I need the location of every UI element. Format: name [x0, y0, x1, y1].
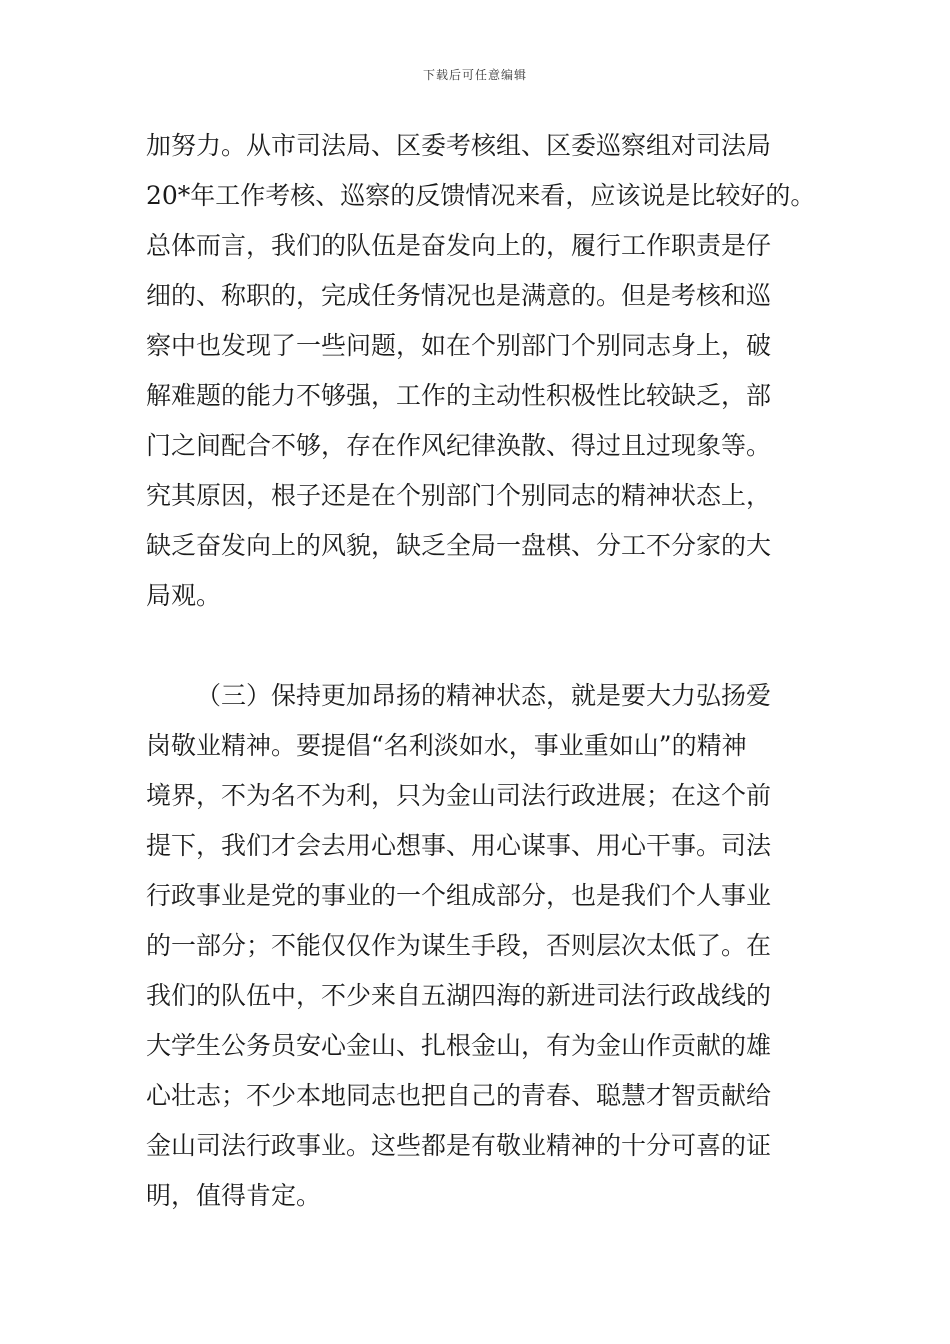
paragraph-line: 20*年工作考核、巡察的反馈情况来看，应该说是比较好的。 — [146, 181, 816, 210]
paragraph-line: 加努力。从市司法局、区委考核组、区委巡察组对司法局 — [146, 131, 772, 160]
paragraph-line: 我们的队伍中，不少来自五湖四海的新进司法行政战线的 — [146, 981, 772, 1010]
paragraph-line: （三）保持更加昂扬的精神状态，就是要大力弘扬爱 — [196, 681, 772, 710]
paragraph-line: 细的、称职的，完成任务情况也是满意的。但是考核和巡 — [146, 281, 772, 310]
paragraph-line: 解难题的能力不够强，工作的主动性积极性比较缺乏，部 — [146, 381, 772, 410]
paragraph-line: 察中也发现了一些问题，如在个别部门个别同志身上，破 — [146, 331, 772, 360]
paragraph-line: 提下，我们才会去用心想事、用心谋事、用心干事。司法 — [146, 831, 772, 860]
paragraph-line: 大学生公务员安心金山、扎根金山，有为金山作贡献的雄 — [146, 1031, 772, 1060]
paragraph-line: 缺乏奋发向上的风貌，缺乏全局一盘棋、分工不分家的大 — [146, 531, 772, 560]
paragraph-line: 局观。 — [146, 581, 222, 610]
paragraph-line: 的一部分；不能仅仅作为谋生手段，否则层次太低了。在 — [146, 931, 772, 960]
page-header-note: 下载后可任意编辑 — [422, 68, 527, 82]
paragraph-line: 行政事业是党的事业的一个组成部分，也是我们个人事业 — [146, 881, 772, 910]
paragraph-line: 境界，不为名不为利，只为金山司法行政进展；在这个前 — [146, 781, 772, 810]
paragraph-line: 总体而言，我们的队伍是奋发向上的，履行工作职责是仔 — [146, 231, 772, 260]
paragraph-line: 金山司法行政事业。这些都是有敬业精神的十分可喜的证 — [146, 1131, 772, 1160]
paragraph-line: 门之间配合不够，存在作风纪律涣散、得过且过现象等。 — [146, 431, 772, 460]
paragraph-line: 明，值得肯定。 — [146, 1181, 322, 1210]
paragraph-line: 究其原因，根子还是在个别部门个别同志的精神状态上， — [146, 481, 772, 510]
paragraph-line: 心壮志；不少本地同志也把自己的青春、聪慧才智贡献给 — [146, 1081, 772, 1110]
paragraph-line: 岗敬业精神。要提倡“名利淡如水，事业重如山”的精神 — [146, 731, 747, 760]
